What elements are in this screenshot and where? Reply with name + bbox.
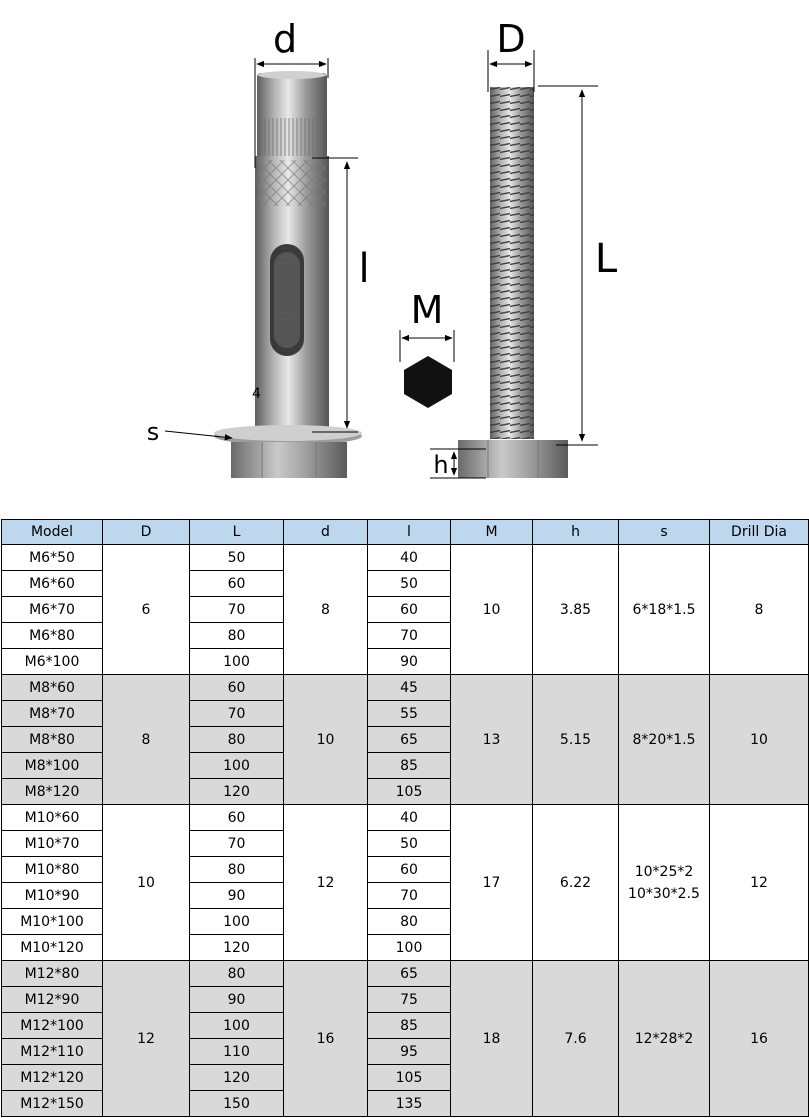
cell-model: M6*50: [2, 545, 103, 571]
cell-D: 10: [103, 805, 190, 961]
table-row: [2, 675, 809, 701]
cell-L: 90: [190, 987, 284, 1013]
cell-d: 10: [284, 675, 368, 805]
cell-l: 50: [368, 831, 451, 857]
cell-D: 8: [103, 675, 190, 805]
cell-s: [619, 805, 710, 961]
cell-L: 80: [190, 623, 284, 649]
cell-model: M10*60: [2, 805, 103, 831]
specification-table: [1, 519, 809, 1117]
cell-model: M12*80: [2, 961, 103, 987]
cell-d: 8: [284, 545, 368, 675]
label-L: L: [594, 236, 618, 282]
cell-s-value: 10*25*2: [634, 863, 694, 880]
cell-l: 70: [368, 883, 451, 909]
cell-s: [619, 545, 710, 675]
cell-L: 110: [190, 1039, 284, 1065]
label-s: s: [146, 418, 160, 446]
cell-L: 60: [190, 675, 284, 701]
cell-model: M10*80: [2, 857, 103, 883]
cell-model: M6*80: [2, 623, 103, 649]
cell-l: 95: [368, 1039, 451, 1065]
cell-h: 5.15: [533, 675, 619, 805]
cell-L: 70: [190, 831, 284, 857]
cell-model: M12*110: [2, 1039, 103, 1065]
col-header-drill-dia: Drill Dia: [710, 520, 809, 545]
cell-l: 85: [368, 753, 451, 779]
cell-L: 120: [190, 935, 284, 961]
cell-L: 120: [190, 1065, 284, 1091]
cell-drill-dia: 8: [710, 545, 809, 675]
hex-nut-icon: [404, 356, 452, 408]
cell-L: 100: [190, 649, 284, 675]
label-h: h: [433, 451, 449, 479]
col-header-l: l: [368, 520, 451, 545]
col-header-M: M: [451, 520, 533, 545]
cell-L: 90: [190, 883, 284, 909]
cell-model: M6*70: [2, 597, 103, 623]
cell-h: 3.85: [533, 545, 619, 675]
cell-L: 80: [190, 727, 284, 753]
cell-model: M10*90: [2, 883, 103, 909]
col-header-L: L: [190, 520, 284, 545]
cell-drill-dia: 12: [710, 805, 809, 961]
cell-l: 50: [368, 571, 451, 597]
cell-L: 60: [190, 805, 284, 831]
cell-L: 70: [190, 701, 284, 727]
col-header-h: h: [533, 520, 619, 545]
cell-M: 10: [451, 545, 533, 675]
product-diagram: [0, 0, 809, 515]
cell-model: M12*150: [2, 1091, 103, 1117]
cell-L: 70: [190, 597, 284, 623]
cell-l: 65: [368, 961, 451, 987]
cell-l: 105: [368, 779, 451, 805]
table-row: [2, 545, 809, 571]
cell-model: M12*100: [2, 1013, 103, 1039]
cell-l: 60: [368, 857, 451, 883]
cell-h: 7.6: [533, 961, 619, 1117]
cell-L: 80: [190, 857, 284, 883]
cell-D: 6: [103, 545, 190, 675]
cell-drill-dia: 10: [710, 675, 809, 805]
cell-l: 90: [368, 649, 451, 675]
cell-L: 60: [190, 571, 284, 597]
cell-L: 150: [190, 1091, 284, 1117]
cell-model: M8*100: [2, 753, 103, 779]
col-header-D: D: [103, 520, 190, 545]
cell-model: M12*90: [2, 987, 103, 1013]
cell-model: M10*70: [2, 831, 103, 857]
cell-model: M8*120: [2, 779, 103, 805]
cell-s: [619, 675, 710, 805]
cell-M: 17: [451, 805, 533, 961]
cell-l: 80: [368, 909, 451, 935]
cell-s-value: 6*18*1.5: [632, 601, 696, 618]
cell-l: 65: [368, 727, 451, 753]
cell-d: 16: [284, 961, 368, 1117]
cell-D: 12: [103, 961, 190, 1117]
cell-M: 13: [451, 675, 533, 805]
cell-L: 100: [190, 753, 284, 779]
cell-drill-dia: 16: [710, 961, 809, 1117]
cell-model: M8*70: [2, 701, 103, 727]
cell-l: 85: [368, 1013, 451, 1039]
cell-l: 105: [368, 1065, 451, 1091]
cell-l: 75: [368, 987, 451, 1013]
cell-l: 135: [368, 1091, 451, 1117]
label-M: M: [410, 288, 444, 332]
cell-l: 40: [368, 805, 451, 831]
cell-model: M10*100: [2, 909, 103, 935]
cell-model: M8*80: [2, 727, 103, 753]
cell-l: 70: [368, 623, 451, 649]
cell-L: 80: [190, 961, 284, 987]
col-header-s: s: [619, 520, 710, 545]
cell-model: M10*120: [2, 935, 103, 961]
cell-l: 60: [368, 597, 451, 623]
cell-model: M12*120: [2, 1065, 103, 1091]
sleeve-stamp-text: 4: [252, 386, 261, 402]
table-row: [2, 805, 809, 831]
cell-l: 40: [368, 545, 451, 571]
cell-L: 100: [190, 909, 284, 935]
cell-model: M6*60: [2, 571, 103, 597]
cell-model: M6*100: [2, 649, 103, 675]
cell-l: 55: [368, 701, 451, 727]
label-D: D: [496, 17, 526, 61]
cell-d: 12: [284, 805, 368, 961]
col-header-d: d: [284, 520, 368, 545]
cell-L: 120: [190, 779, 284, 805]
label-l: l: [358, 246, 370, 292]
cell-L: 50: [190, 545, 284, 571]
cell-s-value: 12*28*2: [634, 1030, 694, 1047]
cell-s: [619, 961, 710, 1117]
cell-s-value: 8*20*1.5: [632, 731, 696, 748]
cell-l: 45: [368, 675, 451, 701]
cell-s-value: 10*30*2.5: [628, 885, 700, 902]
cell-L: 100: [190, 1013, 284, 1039]
sleeve-anchor-drawing: [214, 71, 362, 478]
col-header-model: Model: [2, 520, 103, 545]
table-row: [2, 961, 809, 987]
cell-model: M8*60: [2, 675, 103, 701]
label-d: d: [272, 17, 298, 61]
cell-h: 6.22: [533, 805, 619, 961]
bolt-drawing: [458, 87, 568, 478]
table-header-row: [2, 520, 809, 545]
cell-l: 100: [368, 935, 451, 961]
cell-M: 18: [451, 961, 533, 1117]
